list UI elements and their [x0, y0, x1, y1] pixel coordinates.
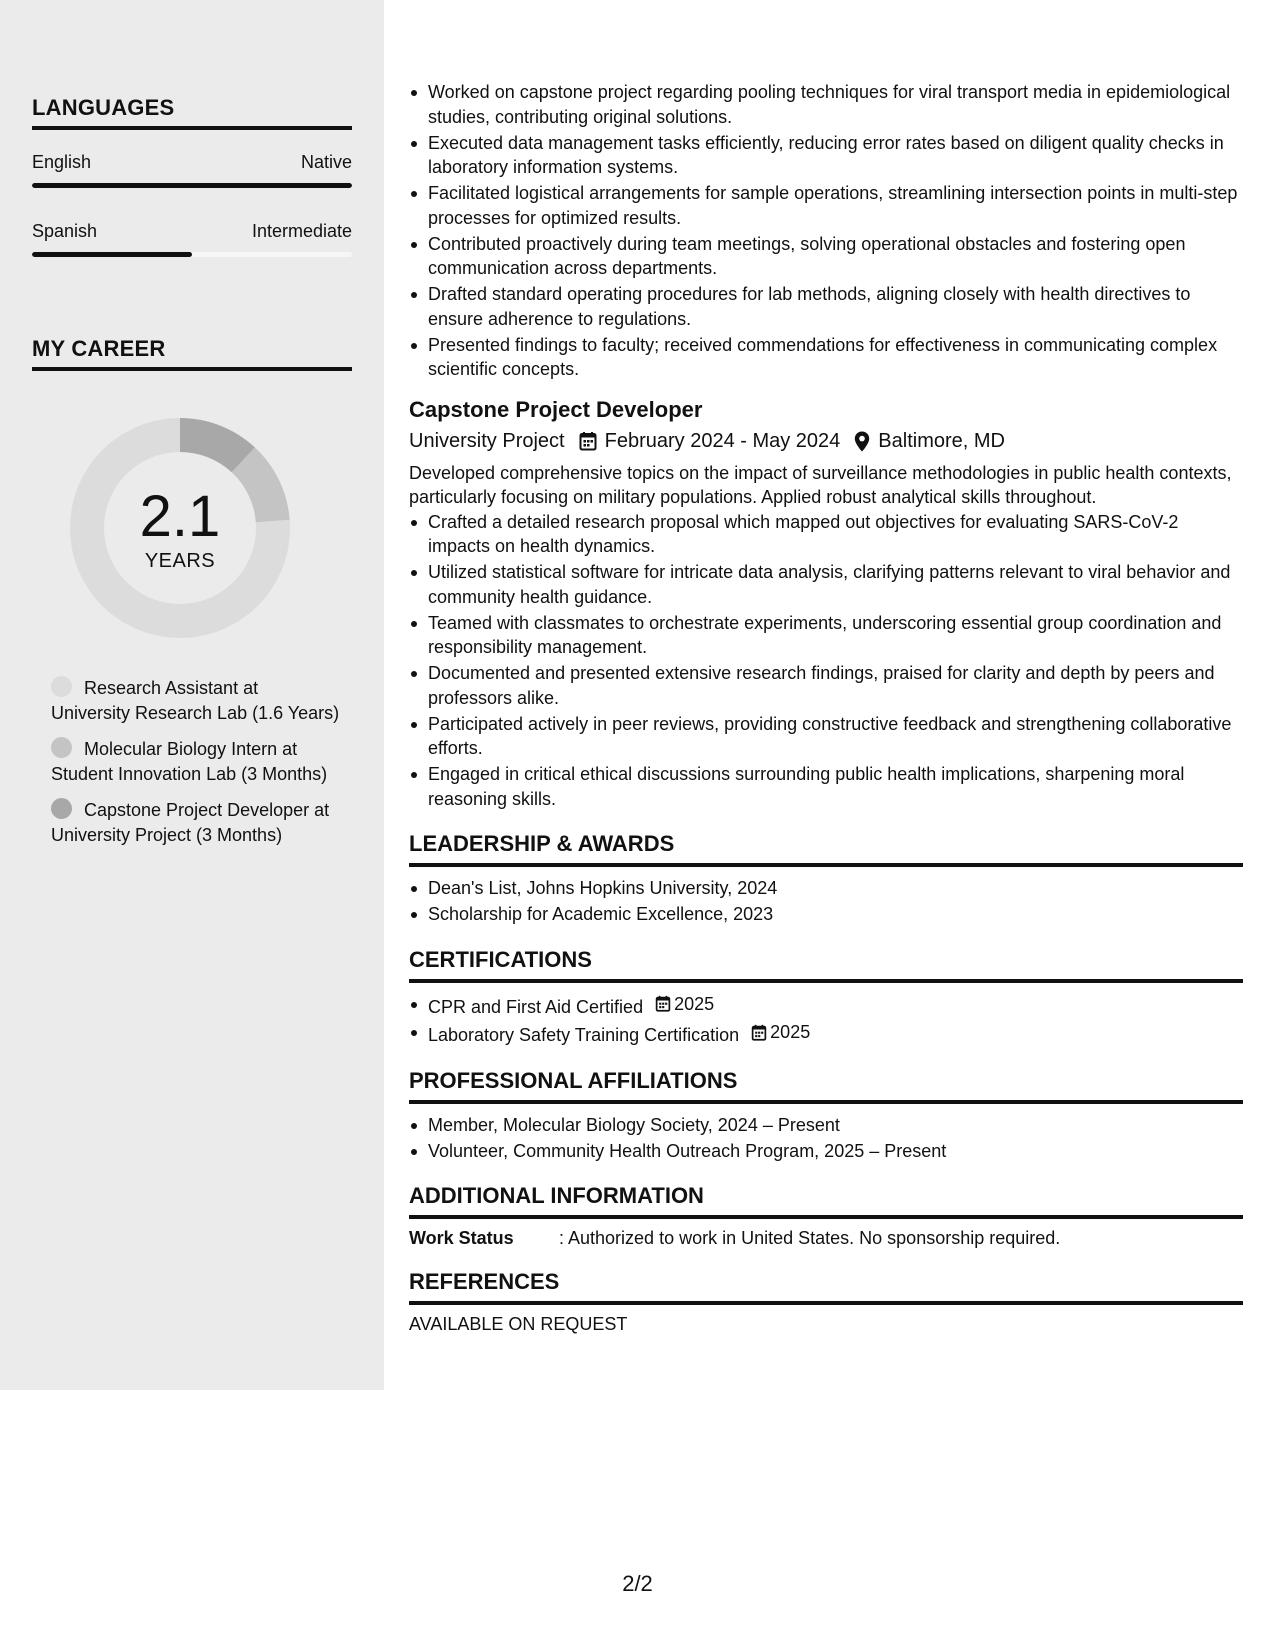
language-level: Native	[300, 152, 352, 172]
career-donut-center	[64, 412, 296, 644]
career-total-unit: YEARS	[144, 549, 216, 572]
list-item: Volunteer, Community Health Outreach Program, 2025 – Present	[409, 1139, 1243, 1164]
list-item: Presented findings to faculty; received commendations for effectiveness in communicating complex scientific concepts.	[409, 333, 1243, 382]
certification-name: Laboratory Safety Training Certification	[428, 1025, 740, 1045]
additional-info-divider	[409, 1215, 1243, 1219]
language-row-english	[32, 152, 352, 173]
legend-dot	[51, 737, 72, 758]
previous-job-bullets	[409, 80, 1243, 382]
language-name: Spanish	[32, 221, 98, 241]
list-item: Engaged in critical ethical discussions surrounding public health implications, sharpening moral reasoning skills.	[409, 762, 1243, 811]
language-proficiency-fill	[32, 183, 352, 188]
list-item: Scholarship for Academic Excellence, 2023	[409, 902, 1243, 927]
work-status-row	[409, 1228, 1243, 1249]
career-donut-chart	[64, 412, 296, 644]
career-legend	[51, 676, 341, 859]
career-legend-item	[51, 737, 341, 786]
work-status-label: Work Status	[409, 1228, 514, 1248]
job-location: Baltimore, MD	[878, 429, 1005, 452]
additional-info-heading: ADDITIONAL INFORMATION	[409, 1183, 704, 1208]
career-legend-label: Research Assistant at University Research Lab (1.6 Years)	[51, 678, 340, 723]
certification-year: 2025	[770, 1022, 811, 1043]
list-item: Contributed proactively during team meetings, solving operational obstacles and fostering open communication across departments.	[409, 232, 1243, 281]
affiliations-list	[409, 1113, 1243, 1164]
calendar-icon	[655, 995, 671, 1012]
certification-name: CPR and First Aid Certified	[428, 996, 644, 1017]
career-heading: MY CAREER	[32, 336, 166, 361]
career-legend-label: Molecular Biology Intern at Student Innovation Lab (3 Months)	[51, 739, 328, 784]
list-item: Teamed with classmates to orchestrate experiments, underscoring essential group coordination and responsibility management.	[409, 611, 1243, 660]
list-item: Dean's List, Johns Hopkins University, 2024	[409, 876, 1243, 901]
language-proficiency-bar-english	[32, 183, 352, 188]
leadership-divider	[409, 863, 1243, 867]
certification-year: 2025	[674, 993, 715, 1014]
work-status-value: : Authorized to work in United States. No sponsorship required.	[559, 1228, 1061, 1248]
list-item: Worked on capstone project regarding pooling techniques for viral transport media in epidemiological studies, contributing original solutions.	[409, 80, 1243, 129]
references-divider	[409, 1301, 1243, 1305]
job-bullets	[409, 510, 1243, 812]
career-legend-item	[51, 676, 341, 725]
certification-date	[655, 992, 714, 1017]
list-item: Drafted standard operating procedures for lab methods, aligning closely with health directives to ensure adherence to regulations.	[409, 282, 1243, 331]
list-item: Participated actively in peer reviews, providing constructive feedback and strengthening collaborative efforts.	[409, 712, 1243, 761]
job-meta	[409, 430, 1243, 453]
certifications-list	[409, 992, 1243, 1048]
legend-dot	[51, 798, 72, 819]
career-legend-label: Capstone Project Developer at University Project (3 Months)	[51, 800, 330, 845]
language-row-spanish	[32, 221, 352, 242]
list-item: Crafted a detailed research proposal which mapped out objectives for evaluating SARS-CoV-2 impacts on health dynamics.	[409, 510, 1243, 559]
language-level: Intermediate	[251, 221, 352, 241]
career-total-value: 2.1	[139, 483, 221, 549]
references-text: AVAILABLE ON REQUEST	[409, 1314, 628, 1334]
leadership-list	[409, 876, 1243, 927]
certifications-divider	[409, 979, 1243, 983]
legend-dot	[51, 676, 72, 697]
list-item: Executed data management tasks efficiently, reducing error rates based on diligent quality checks in laboratory information systems.	[409, 131, 1243, 180]
list-item: Utilized statistical software for intricate data analysis, clarifying patterns relevant to viral behavior and community health guidance.	[409, 560, 1243, 609]
languages-heading: LANGUAGES	[32, 95, 175, 120]
list-item	[409, 992, 1243, 1019]
calendar-icon	[751, 1024, 767, 1041]
job-dates: February 2024 - May 2024	[604, 429, 841, 452]
job-description: Developed comprehensive topics on the impact of surveillance methodologies in public health contexts, particularly focusing on military populations. Applied robust analytical skills throughout.	[409, 462, 1232, 507]
references-heading: REFERENCES	[409, 1269, 560, 1294]
list-item: Member, Molecular Biology Society, 2024 – Present	[409, 1113, 1243, 1138]
languages-divider	[32, 126, 352, 130]
affiliations-divider	[409, 1100, 1243, 1104]
certifications-heading: CERTIFICATIONS	[409, 946, 592, 972]
career-divider	[32, 367, 352, 371]
job-title: Capstone Project Developer	[409, 396, 703, 422]
career-legend-item	[51, 798, 341, 847]
main-content	[409, 80, 1243, 1335]
sidebar	[0, 0, 384, 1390]
affiliations-heading: PROFESSIONAL AFFILIATIONS	[409, 1067, 738, 1093]
job-company: University Project	[409, 429, 565, 452]
language-proficiency-fill	[32, 252, 192, 257]
location-pin-icon	[854, 431, 870, 452]
leadership-heading: LEADERSHIP & AWARDS	[409, 831, 675, 856]
page-number: 2/2	[622, 1571, 653, 1596]
language-name: English	[32, 152, 92, 172]
list-item: Documented and presented extensive research findings, praised for clarity and depth by peers and professors alike.	[409, 661, 1243, 710]
list-item: Facilitated logistical arrangements for sample operations, streamlining intersection points in multi-step processes for optimized results.	[409, 181, 1243, 230]
language-proficiency-bar-spanish	[32, 252, 352, 257]
calendar-icon	[579, 431, 597, 451]
certification-date	[751, 1020, 810, 1045]
list-item	[409, 1020, 1243, 1047]
